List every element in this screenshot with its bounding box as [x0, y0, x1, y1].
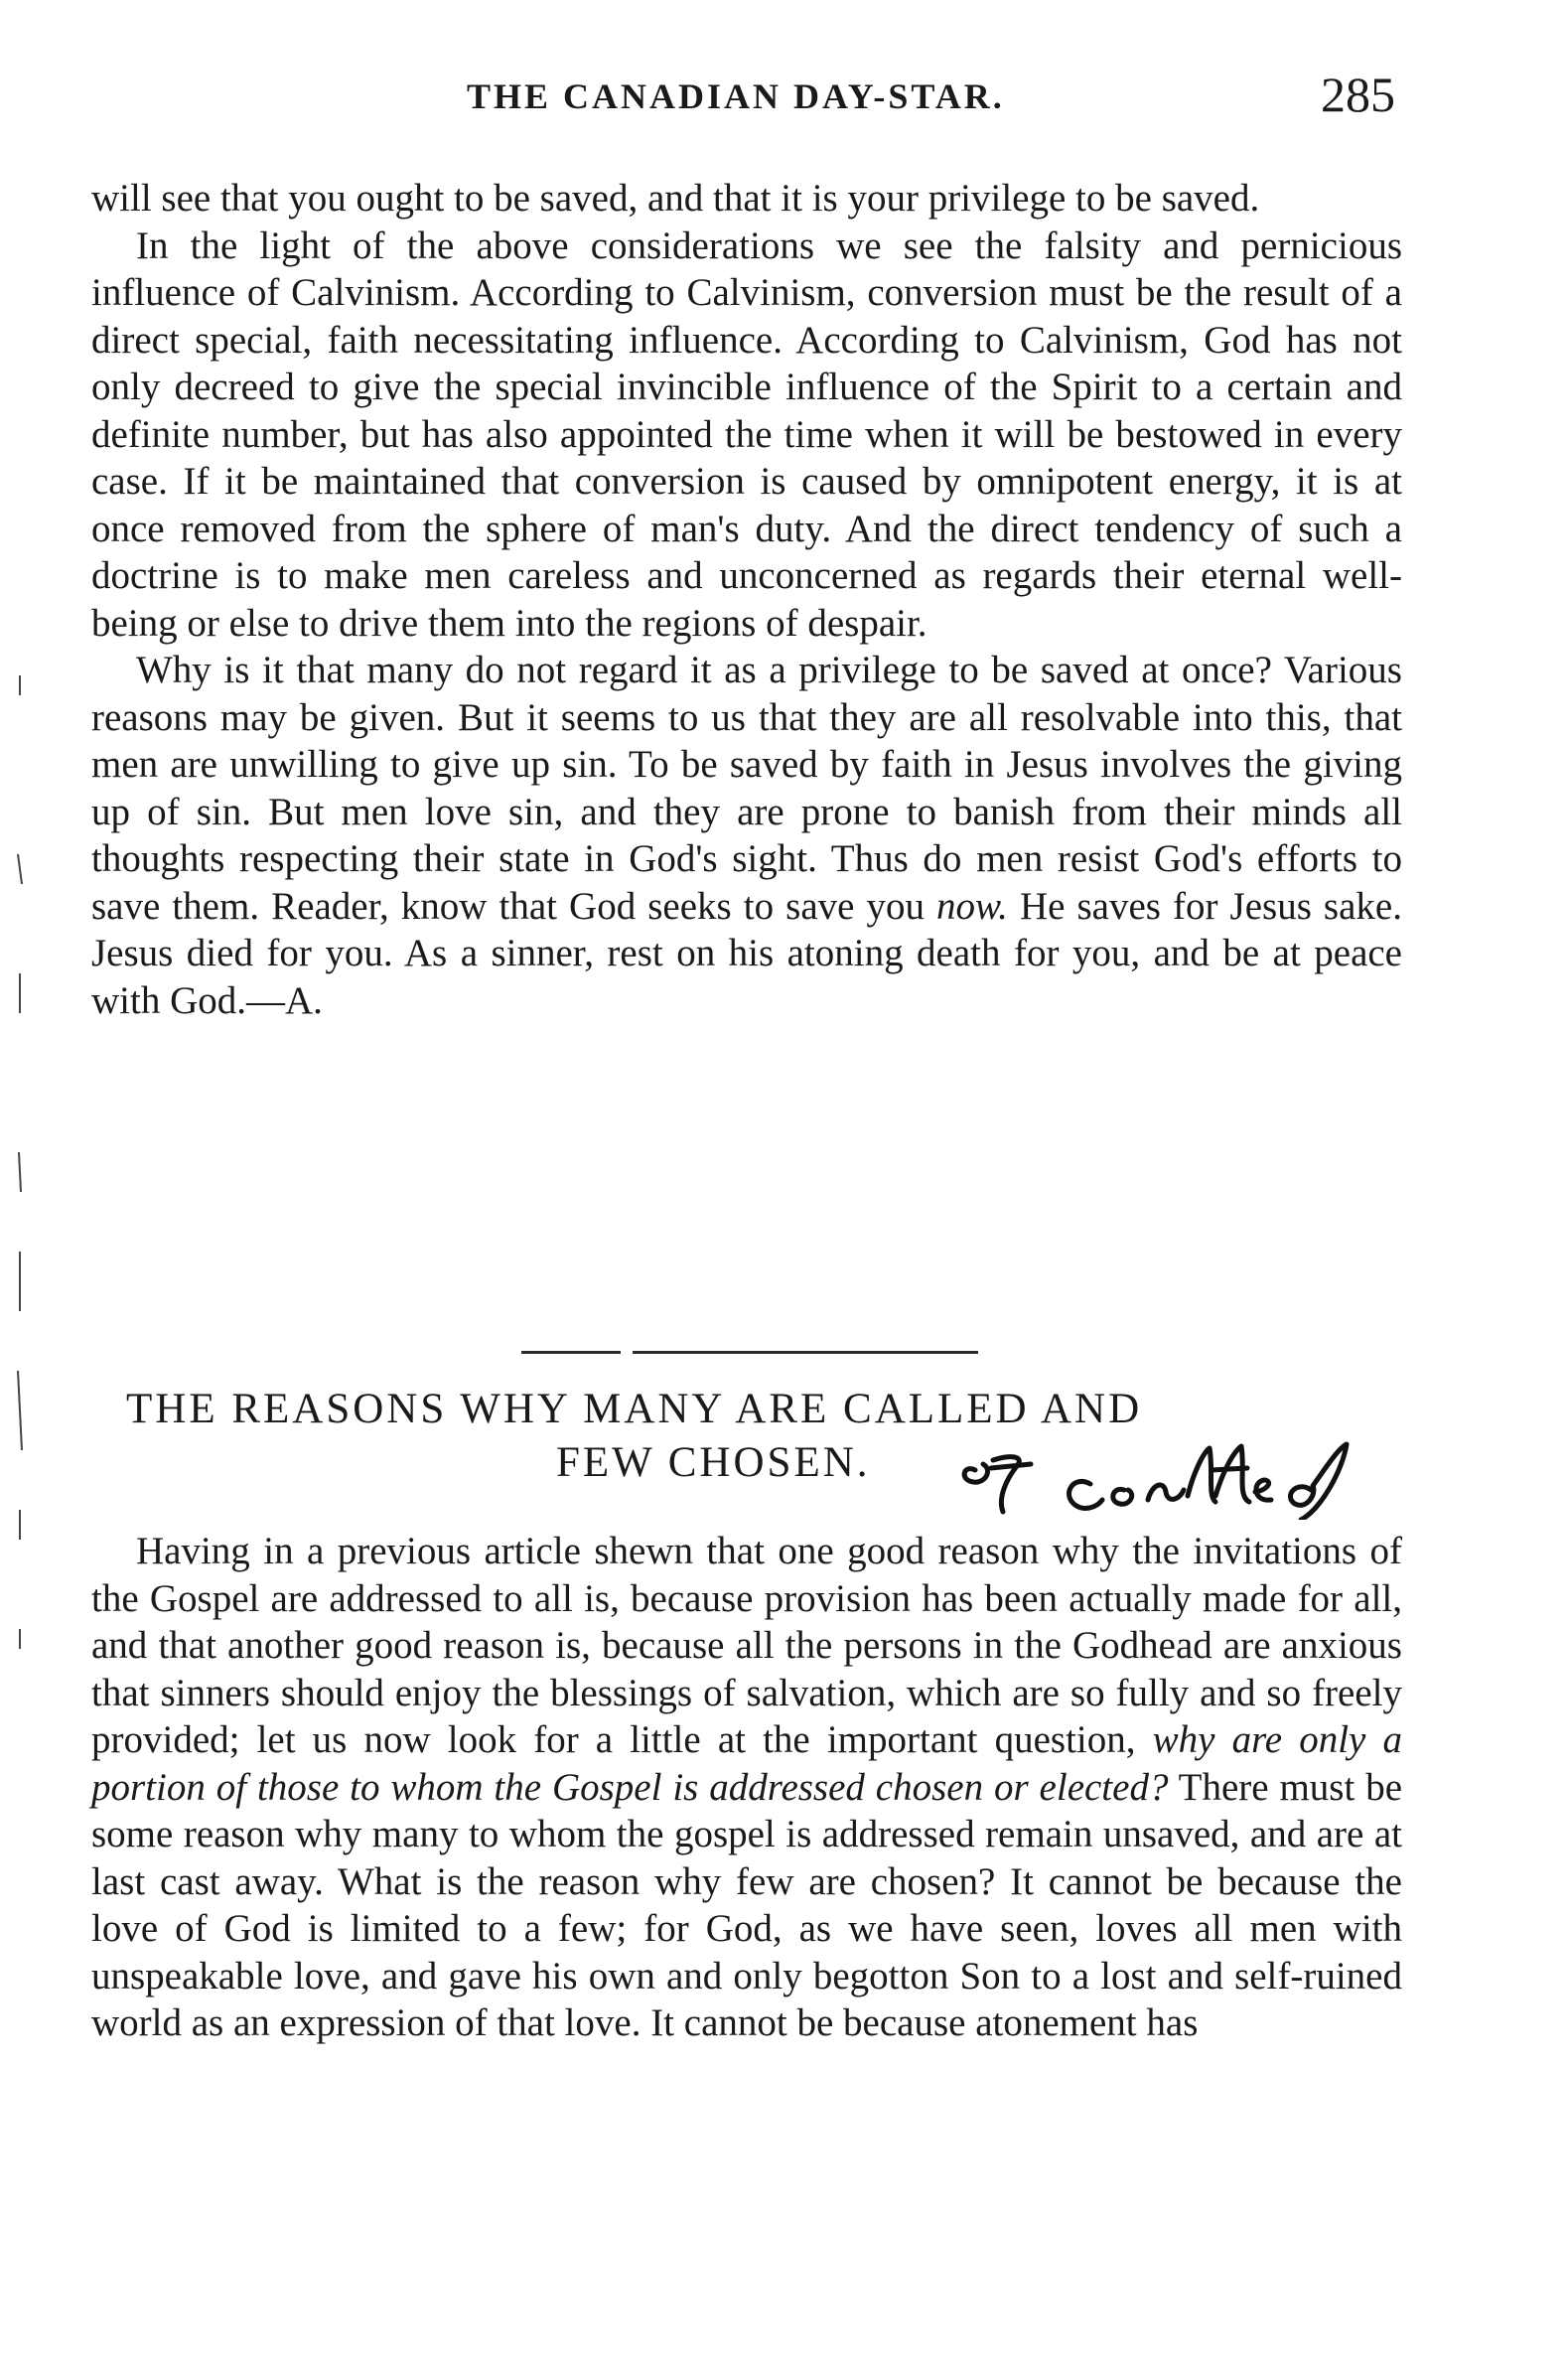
emphasis-text: why are only a portion of those to whom the Gospel is addressed chosen or elected? [91, 1718, 1402, 1809]
heading-line: THE REASONS WHY MANY ARE CALLED AND [126, 1386, 1143, 1432]
handwritten-annotation-drawing [953, 1440, 1420, 1520]
paragraph-text: There must be some reason why many to whom the gospel is addressed remain unsaved, and are at last cast away. What is the reason why few are chosen? It cannot be because the love of God is limited to a few; for God, as we have seen, loves all men with unspeakable love, and gave his own and only begotton Son to a lost and self-ruined world as an expression of that love. It cannot be because atonement has [91, 1765, 1402, 2044]
running-title: THE CANADIAN DAY-STAR. [467, 76, 1005, 116]
section-divider [521, 1351, 978, 1354]
emphasis-text: now. [936, 884, 1008, 928]
paragraph [91, 647, 1402, 1024]
paragraph-text: He saves for Jesus sake. Jesus died for you. As a sinner, rest on his atoning death for you, and be at peace with God.—A. [91, 884, 1402, 1022]
paragraph [91, 1528, 1402, 2047]
margin-scan-artifacts [0, 556, 40, 1748]
paragraph: will see that you ought to be saved, and that it is your privilege to be saved. [91, 177, 1260, 220]
paragraph-text: Having in a previous article shewn that one good reason why the invitations of the Gospel are addressed to all is, because provision has been actually made for all, and that another good reason is, because all the persons in the Godhead are anxious that sinners should enjoy the blessings of salvation, which are so fully and so freely provided; let us now look for a little at the important question, [91, 1530, 1402, 1761]
page-number: 285 [1321, 67, 1395, 122]
article-2-body [91, 1528, 1402, 2047]
handwritten-annotation [953, 1440, 1420, 1520]
heading-line: FEW CHOSEN. [556, 1439, 871, 1486]
paragraph-text: Why is it that many do not regard it as a privilege to be saved at once? Various reasons may be given. But it seems to us that they are all resolvable into this, that men are unwilling to give up sin. To be saved by faith in Jesus involves the giving up of sin. But men love sin, and they are prone to banish from their minds all thoughts respecting their state in God's sight. Thus do men resist God's efforts to save them. Reader, know that God seeks to save you [91, 649, 1402, 928]
running-head [0, 62, 1568, 121]
article-1-body [91, 175, 1402, 1024]
paragraph: In the light of the above considerations we see the falsity and pernicious influence of Calvinism. According to Calvinism, conversion must be the result of a direct special, faith necessitating influence. According to Calvinism, God has not only decreed to give the special invincible influence of the Spirit to a certain and definite number, but has also appointed the time when it will be bestowed in every case. If it be maintained that conversion is caused by omnipotent energy, it is at once removed from the sphere of man's duty. And the direct tendency of such a doctrine is to make men careless and unconcerned as regards their eternal well-being or else to drive them into the regions of despair. [91, 223, 1402, 645]
